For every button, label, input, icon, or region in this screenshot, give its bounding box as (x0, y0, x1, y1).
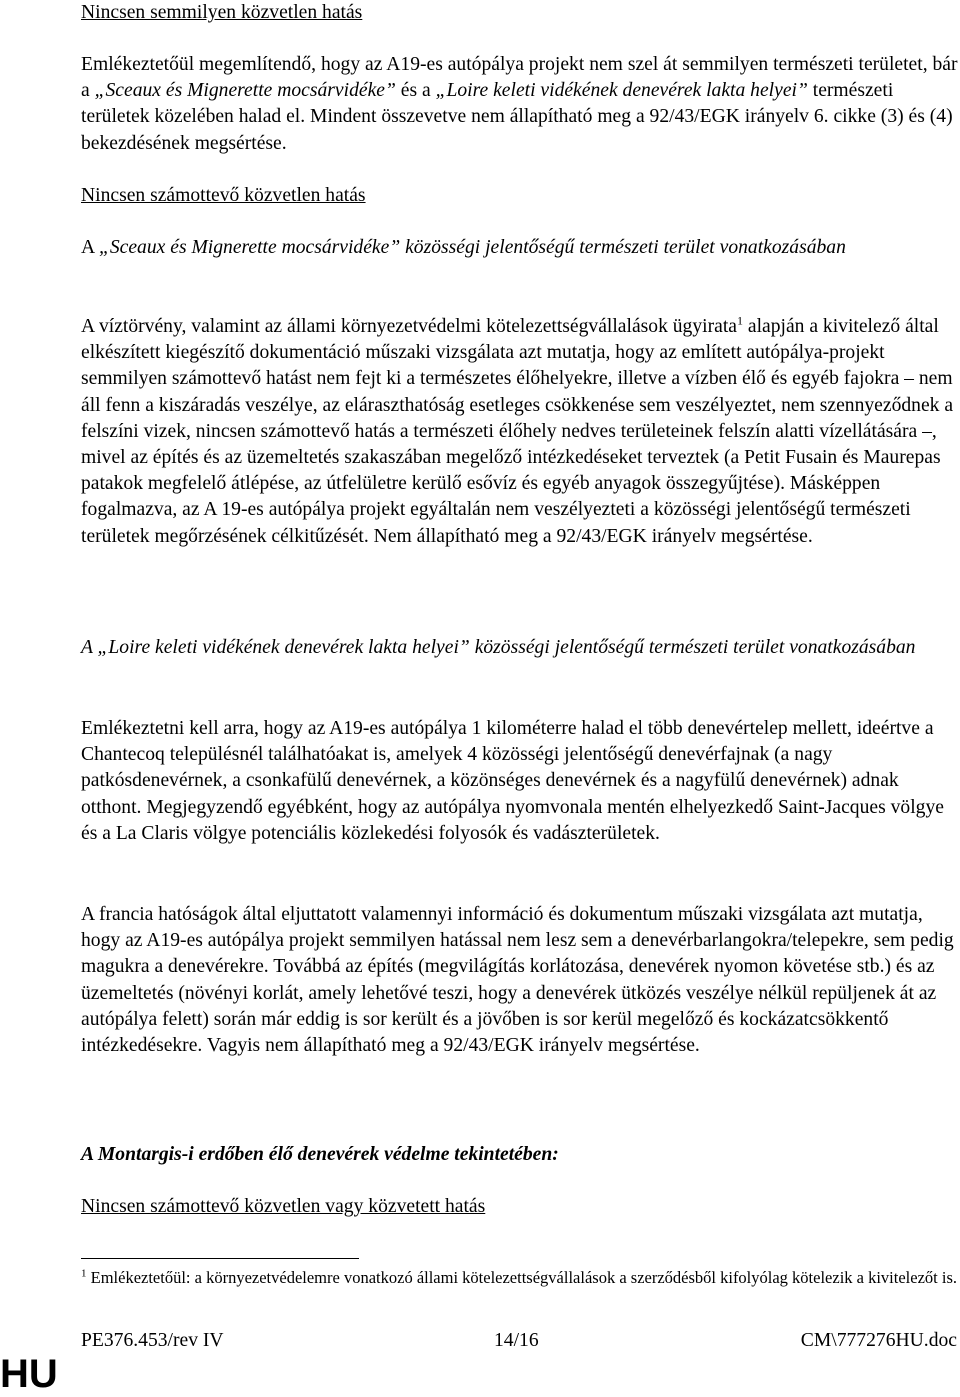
subheading-sceaux-title: „Sceaux és Mignerette mocsárvidéke” közösségi jelentőségű természeti terület vonatkozásában (98, 237, 846, 258)
subheading-sceaux (81, 235, 958, 261)
paragraph-intro-text-1: Emlékeztetőül megemlítendő, hogy az A19-es autópálya projekt nem szel át semmilyen természeti területet, bár a (81, 54, 958, 102)
heading-no-significant-direct-effect: Nincsen számottevő közvetlen hatás (81, 185, 366, 206)
paragraph-water-law (81, 314, 958, 550)
paragraph-water-law-text-1: A víztörvény, valamint az állami környezetvédelmi kötelezettségvállalások ügyirata (81, 316, 737, 337)
paragraph-french-authorities: A francia hatóságok által eljuttatott valamennyi információ és dokumentum műszaki vizsgálata azt mutatja, hogy az A19-es autópálya projekt semmilyen hatással nem lesz sem a denevérbarlangokra/telepekre, sem pedig magukra a denevérekre. Továbbá az építés (megvilágítás korlátozása, denevérek nyomon követése stb.) és az üzemeltetés (növényi korlát, amely lehetővé teszi, hogy a denevérek ütközés veszélye nélkül repüljenek át az autópálya felett) során már eddig is sor került és a jövőben is sor kerül megelőző és kockázatcsökkentő intézkedésekre. Vagyis nem állapítható meg a 92/43/EGK irányelv megsértése. (81, 904, 954, 1057)
site-name-loire: „Loire keleti vidékének denevérek lakta helyei” (435, 80, 808, 102)
footnote (81, 1267, 957, 1289)
paragraph-water-law-text-2: alapján a kivitelező által elkészített kiegészítő dokumentáció műszaki vizsgálata azt mutatja, hogy az említett autópálya-projekt semmilyen számottevő hatást nem fejt ki a természetes élőhelyekre, illetve a vízben élő és egyéb fajokra – nem áll fenn a kiszáradás veszélye, az eláraszthatóság esetleges csökkenése sem veszélyeztet, nem szennyeződnek a felszíni vizek, nincsen számottevő hatás a természeti élőhely nedves területeinek felszín alatti vízellátására –, mivel az építés és az üzemeltetés szakaszában megelőző intézkedéseket terveztek (a Petit Fusain és Maurepas patakok megfelelő átlépése, az útfelületre kerülő esővíz és egyéb anyagok összegyűjtése). Másképpen fogalmazva, az A 19-es autópálya projekt egyáltalán nem veszélyezteti a közösségi jelentőségű természeti területek megőrzésének célkitűzését. Nem állapítható meg a 92/43/EGK irányelv megsértése. (81, 316, 954, 547)
subheading-montargis: A Montargis-i erdőben élő denevérek védelme tekintetében: (81, 1144, 559, 1165)
heading-no-significant-effect: Nincsen számottevő közvetlen vagy közvetett hatás (81, 1196, 486, 1217)
paragraph-bat-colonies: Emlékeztetni kell arra, hogy az A19-es autópálya 1 kilométerre halad el több denevértelep mellett, ideértve a Chantecoq településnél találhatóakat is, amelyek 4 közösségi jelentőségű denevérfajnak (a nagy patkósdenevérnek, a csonkafülű denevérnek, a közönséges denevérnek és a nagyfülű denevérnek) adnak otthont. Megjegyzendő egyébként, hogy az autópálya nyomvonala mentén elhelyezkedő Saint-Jacques völgye és a La Claris völgye potenciális közlekedési folyosók és vadászterületek. (81, 718, 944, 844)
site-name-sceaux: „Sceaux és Mignerette mocsárvidéke” (94, 80, 396, 102)
document-reference: PE376.453/rev IV (81, 1330, 224, 1351)
page-number: 14/16 (494, 1330, 539, 1351)
footnote-separator (81, 1258, 359, 1259)
heading-no-direct-effect: Nincsen semmilyen közvetlen hatás (81, 2, 363, 23)
subheading-sceaux-prefix: A (81, 237, 99, 258)
footnote-reference[interactable]: 1 (736, 313, 743, 328)
paragraph-intro-text-2: és a (395, 80, 436, 102)
paragraph-intro (81, 52, 958, 157)
language-code: HU (0, 1352, 58, 1396)
paragraph-intro-text-3: természeti területek közelében halad el. Mindent összevetve nem állapítható meg a 92/43/EGK irányelv 6. cikke (3) és (4) bekezdésének megsértése. (81, 80, 953, 154)
footnote-number: 1 (81, 1267, 87, 1280)
subheading-loire: A „Loire keleti vidékének denevérek lakta helyei” közösségi jelentőségű természeti terület vonatkozásában (81, 637, 916, 658)
footnote-text: Emlékeztetőül: a környezetvédelemre vonatkozó állami kötelezettségvállalások a szerződésből kifolyólag kötelezik a kivitelezőt is. (90, 1268, 957, 1287)
document-filename: CM\777276HU.doc (800, 1330, 957, 1351)
